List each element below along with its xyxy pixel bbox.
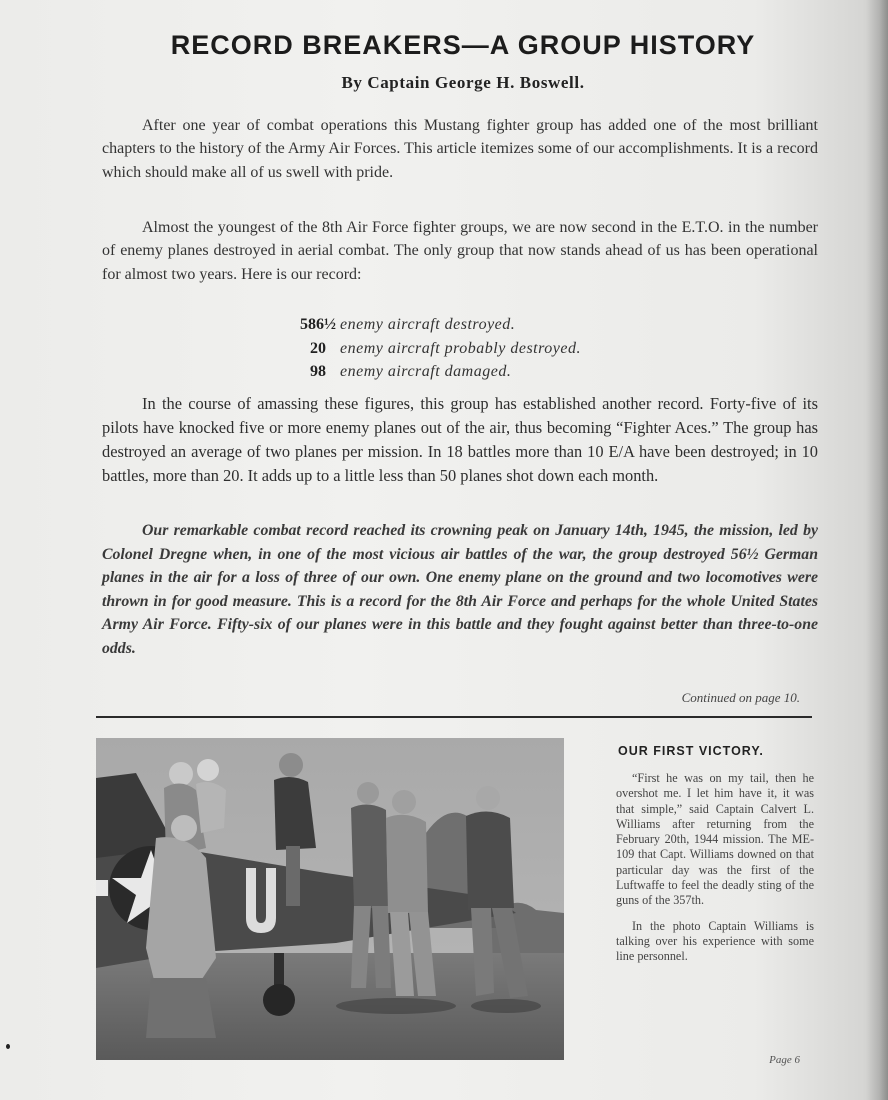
sidebar-story [616, 744, 814, 975]
article-paragraph-3 [102, 392, 818, 488]
paragraph-text: After one year of combat operations this Mustang fighter group has added one of the most brilliant chapters to the history of the Army Air Forces. This article itemizes some of our accomplishments. It is a record which should make all of us swell with pride. [102, 117, 818, 181]
record-number: 98 [310, 363, 326, 380]
record-label: enemy aircraft destroyed. [340, 316, 516, 333]
sidebar-paragraph: “First he was on my tail, then he overshot me. I let him have it, it was that simple,” said Captain Calvert L. Williams after returning from the February 20th, 1944 mission. The ME-109 that Capt. Williams downed on that particular day was the first of the Luftwaffe to feel the deadly sting of the guns of the 357th. [616, 771, 814, 908]
photo-illustration [96, 738, 564, 1060]
photo-pilot-with-ground-crew [96, 738, 564, 1060]
paragraph-text: Almost the youngest of the 8th Air Force fighter groups, we are now second in the E.T.O. in the number of enemy planes destroyed in aerial combat. The only group that now stands ahead of us has been operational for almost two years. Here is our record: [102, 219, 818, 283]
page-edge-shadow [866, 0, 888, 1100]
article-paragraph-4 [102, 519, 818, 661]
record-list [296, 313, 581, 384]
record-number: 20 [310, 339, 326, 357]
article-title: RECORD BREAKERS—A GROUP HISTORY [170, 30, 756, 60]
paragraph-text: In the course of amassing these figures, this group has established another record. Forty-five of its pilots have knocked five or more enemy planes out of the air, thus becoming “Fighter Aces.” The group has destroyed an average of two planes per mission. In 18 battles more than 10 E/A have been destroyed; in 10 battles, more than 20. It adds up to a little less than 50 planes shot down each month. [102, 394, 818, 485]
paragraph-text: Our remarkable combat record reached its crowning peak on January 14th, 1945, the mission, led by Colonel Dregne when, in one of the most vicious air battles of the war, the group destroyed 56½ German planes in the air for a loss of three of our own. One enemy plane on the ground and two locomotives were thrown in for good measure. This is a record for the 8th Air Force and perhaps for the whole United States Army Air Force. Fifty-six of our planes were in this battle and they fought against better than three-to-one odds. [102, 522, 818, 657]
divider-rule [96, 716, 812, 718]
article-paragraph-2 [102, 216, 818, 286]
sidebar-paragraph: In the photo Captain Williams is talking over his experience with some line personnel. [616, 918, 814, 964]
record-label: enemy aircraft probably destroyed. [340, 339, 581, 357]
article-byline: By Captain George H. Boswell. [341, 73, 585, 92]
sidebar-body [616, 771, 814, 965]
record-label: enemy aircraft damaged. [340, 363, 512, 380]
record-row [296, 313, 581, 337]
page-number: Page 6 [769, 1054, 800, 1066]
sidebar-title: OUR FIRST VICTORY. [618, 744, 764, 758]
record-number: 586½ [300, 316, 336, 333]
record-row [296, 337, 581, 361]
scan-speck [6, 1044, 10, 1049]
record-row [296, 360, 581, 384]
continued-note: Continued on page 10. [681, 690, 800, 705]
article-paragraph-1 [102, 114, 818, 184]
